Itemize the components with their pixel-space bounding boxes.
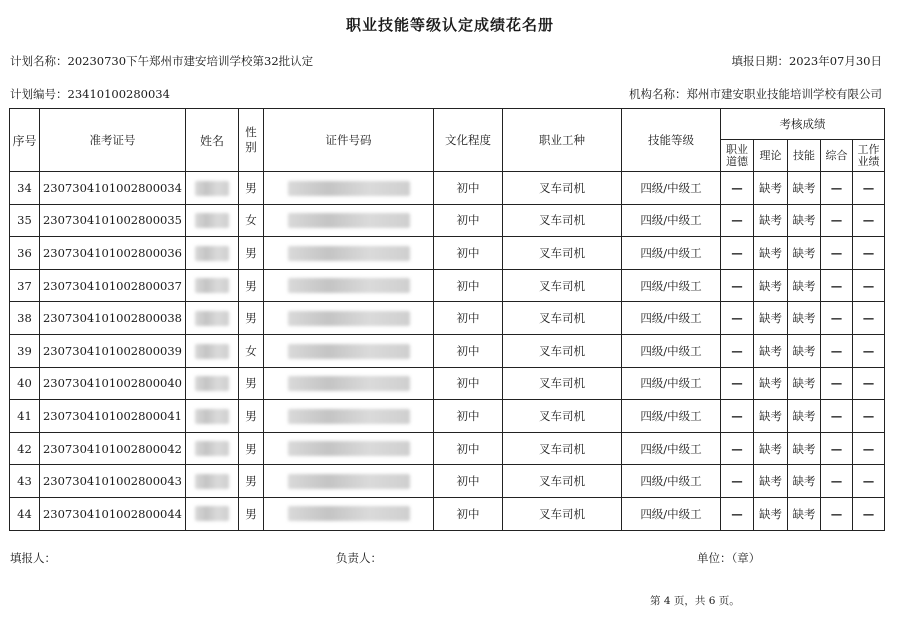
redacted-block [288,409,410,424]
cell-level: 四级/中级工 [622,334,721,367]
cell-overall: — [821,204,853,237]
cell-name [186,302,239,335]
cell-seq: 36 [10,237,40,270]
cell-education: 初中 [434,497,503,530]
cell-job: 叉车司机 [503,204,622,237]
fill-date: 填报日期：2023年07月30日 [731,54,882,68]
cell-education: 初中 [434,204,503,237]
table-row [10,465,885,498]
cell-ethics: — [721,172,754,205]
cell-work: — [853,237,885,270]
cell-ethics: — [721,400,754,433]
cell-level: 四级/中级工 [622,269,721,302]
cell-overall: — [821,367,853,400]
cell-gender: 男 [239,172,264,205]
cell-level: 四级/中级工 [622,497,721,530]
page-number: 第 4 页，共 6 页。 [650,595,740,607]
cell-gender: 男 [239,269,264,302]
cell-skill: 缺考 [788,432,821,465]
cell-education: 初中 [434,172,503,205]
cell-ethics: — [721,497,754,530]
cell-job: 叉车司机 [503,367,622,400]
work-header-line2: 业绩 [857,154,880,168]
cell-gender: 女 [239,204,264,237]
cell-seq: 40 [10,367,40,400]
cell-skill: 缺考 [788,204,821,237]
cell-ethics: — [721,269,754,302]
redacted-block [288,441,410,456]
cell-skill: 缺考 [788,400,821,433]
cell-work: — [853,204,885,237]
cell-id-no [264,204,434,237]
redacted-block [288,474,410,489]
cell-level: 四级/中级工 [622,400,721,433]
cell-skill: 缺考 [788,302,821,335]
cell-exam-no: 2307304101002800040 [40,367,186,400]
cell-id-no [264,400,434,433]
cell-exam-no: 2307304101002800037 [40,269,186,302]
cell-skill: 缺考 [788,172,821,205]
cell-exam-no: 2307304101002800035 [40,204,186,237]
plan-number: 计划编号：23410100280034 [10,87,170,101]
cell-overall: — [821,400,853,433]
responsible-person-label: 负责人： [336,551,382,565]
col-name-header: 姓名 [186,109,239,172]
col-level-header: 技能等级 [622,109,721,172]
cell-gender: 女 [239,334,264,367]
cell-gender: 男 [239,400,264,433]
cell-level: 四级/中级工 [622,172,721,205]
redacted-block [195,278,229,293]
plan-name: 计划名称：20230730下午郑州市建安培训学校第32批认定 [10,54,314,68]
cell-id-no [264,432,434,465]
cell-theory: 缺考 [754,497,788,530]
col-ethics-header [721,140,754,172]
cell-name [186,432,239,465]
col-gender-header [239,109,264,172]
cell-exam-no: 230730410100280003​4 [40,172,186,205]
cell-job: 叉车司机 [503,465,622,498]
redacted-block [195,441,229,456]
redacted-block [195,344,229,359]
cell-overall: — [821,302,853,335]
cell-name [186,334,239,367]
col-id-header: 证件号码 [264,109,434,172]
cell-overall: — [821,432,853,465]
cell-ethics: — [721,432,754,465]
cell-id-no [264,497,434,530]
cell-job: 叉车司机 [503,497,622,530]
cell-level: 四级/中级工 [622,367,721,400]
cell-seq: 39 [10,334,40,367]
cell-skill: 缺考 [788,334,821,367]
cell-skill: 缺考 [788,237,821,270]
cell-exam-no: 2307304101002800043 [40,465,186,498]
table-row [10,497,885,530]
cell-seq: 35 [10,204,40,237]
cell-level: 四级/中级工 [622,302,721,335]
cell-level: 四级/中级工 [622,432,721,465]
cell-education: 初中 [434,432,503,465]
cell-work: — [853,497,885,530]
ethics-header-line1: 职业 [726,142,748,156]
cell-exam-no: 2307304101002800042 [40,432,186,465]
cell-job: 叉车司机 [503,334,622,367]
cell-seq: 34 [10,172,40,205]
cell-ethics: — [721,237,754,270]
redacted-block [288,278,410,293]
cell-work: — [853,269,885,302]
work-header-line1: 工作 [857,142,880,156]
cell-education: 初中 [434,465,503,498]
redacted-block [288,181,410,196]
redacted-block [288,213,410,228]
redacted-block [288,311,410,326]
cell-gender: 男 [239,497,264,530]
gender-header-line1: 性 [245,125,257,139]
cell-skill: 缺考 [788,497,821,530]
cell-name [186,465,239,498]
cell-overall: — [821,465,853,498]
cell-theory: 缺考 [754,432,788,465]
cell-id-no [264,367,434,400]
cell-work: — [853,367,885,400]
redacted-block [195,246,229,261]
cell-skill: 缺考 [788,269,821,302]
redacted-block [195,506,229,521]
cell-seq: 43 [10,465,40,498]
cell-overall: — [821,334,853,367]
cell-job: 叉车司机 [503,237,622,270]
cell-skill: 缺考 [788,367,821,400]
col-education-header: 文化程度 [434,109,503,172]
document-title: 职业技能等级认定成绩花名册 [345,16,554,34]
cell-name [186,204,239,237]
score-roster-table [9,108,885,531]
table-row [10,172,885,205]
cell-overall: — [821,237,853,270]
col-theory-header: 理论 [754,140,788,172]
cell-name [186,269,239,302]
cell-seq: 38 [10,302,40,335]
redacted-block [288,344,410,359]
cell-exam-no: 2307304101002800044 [40,497,186,530]
table-row [10,204,885,237]
filler-label: 填报人： [10,551,56,565]
cell-overall: — [821,269,853,302]
cell-name [186,400,239,433]
cell-theory: 缺考 [754,302,788,335]
redacted-block [195,409,229,424]
cell-gender: 男 [239,367,264,400]
cell-work: — [853,172,885,205]
gender-header-line2: 别 [245,140,257,154]
unit-seal-label: 单位：（章） [697,551,761,565]
cell-education: 初中 [434,237,503,270]
cell-theory: 缺考 [754,269,788,302]
col-seq-header: 序号 [10,109,40,172]
redacted-block [288,506,410,521]
roster-body [10,172,885,531]
cell-seq: 42 [10,432,40,465]
col-overall-header: 综合 [821,140,853,172]
cell-gender: 男 [239,237,264,270]
cell-exam-no: 2307304101002800036 [40,237,186,270]
cell-theory: 缺考 [754,204,788,237]
cell-exam-no: 2307304101002800039 [40,334,186,367]
table-row [10,400,885,433]
cell-overall: — [821,497,853,530]
table-row [10,237,885,270]
cell-theory: 缺考 [754,172,788,205]
cell-gender: 男 [239,432,264,465]
cell-name [186,172,239,205]
cell-id-no [264,237,434,270]
cell-level: 四级/中级工 [622,465,721,498]
redacted-block [195,181,229,196]
cell-name [186,497,239,530]
cell-job: 叉车司机 [503,302,622,335]
cell-education: 初中 [434,367,503,400]
cell-work: — [853,465,885,498]
cell-ethics: — [721,302,754,335]
cell-seq: 37 [10,269,40,302]
cell-theory: 缺考 [754,400,788,433]
cell-education: 初中 [434,269,503,302]
cell-gender: 男 [239,302,264,335]
cell-id-no [264,465,434,498]
redacted-block [195,311,229,326]
cell-theory: 缺考 [754,334,788,367]
cell-seq: 41 [10,400,40,433]
cell-exam-no: 2307304101002800038 [40,302,186,335]
cell-education: 初中 [434,400,503,433]
cell-work: — [853,400,885,433]
cell-theory: 缺考 [754,237,788,270]
cell-ethics: — [721,334,754,367]
cell-level: 四级/中级工 [622,204,721,237]
cell-education: 初中 [434,302,503,335]
cell-work: — [853,432,885,465]
redacted-block [195,474,229,489]
col-scores-header: 考核成绩 [721,109,885,140]
cell-ethics: — [721,367,754,400]
cell-education: 初中 [434,334,503,367]
cell-ethics: — [721,465,754,498]
cell-level: 四级/中级工 [622,237,721,270]
redacted-block [288,376,410,391]
cell-work: — [853,302,885,335]
ethics-header-line2: 道德 [726,154,748,168]
cell-work: — [853,334,885,367]
cell-theory: 缺考 [754,465,788,498]
cell-overall: — [821,172,853,205]
col-job-header: 职业工种 [503,109,622,172]
organization-name: 机构名称：郑州市建安职业技能培训学校有限公司 [629,87,882,101]
redacted-block [288,246,410,261]
col-skill-header: 技能 [788,140,821,172]
redacted-block [195,213,229,228]
cell-exam-no: 2307304101002800041 [40,400,186,433]
cell-id-no [264,302,434,335]
cell-job: 叉车司机 [503,432,622,465]
redacted-block [195,376,229,391]
col-work-header [853,140,885,172]
cell-skill: 缺考 [788,465,821,498]
table-row [10,334,885,367]
table-row [10,367,885,400]
col-exam-no-header: 准考证号 [40,109,186,172]
cell-job: 叉车司机 [503,269,622,302]
cell-theory: 缺考 [754,367,788,400]
cell-ethics: — [721,204,754,237]
cell-job: 叉车司机 [503,172,622,205]
cell-seq: 44 [10,497,40,530]
cell-name [186,237,239,270]
cell-gender: 男 [239,465,264,498]
cell-job: 叉车司机 [503,400,622,433]
table-row [10,432,885,465]
cell-name [186,367,239,400]
cell-id-no [264,172,434,205]
table-row [10,269,885,302]
cell-id-no [264,334,434,367]
cell-id-no [264,269,434,302]
table-row [10,302,885,335]
